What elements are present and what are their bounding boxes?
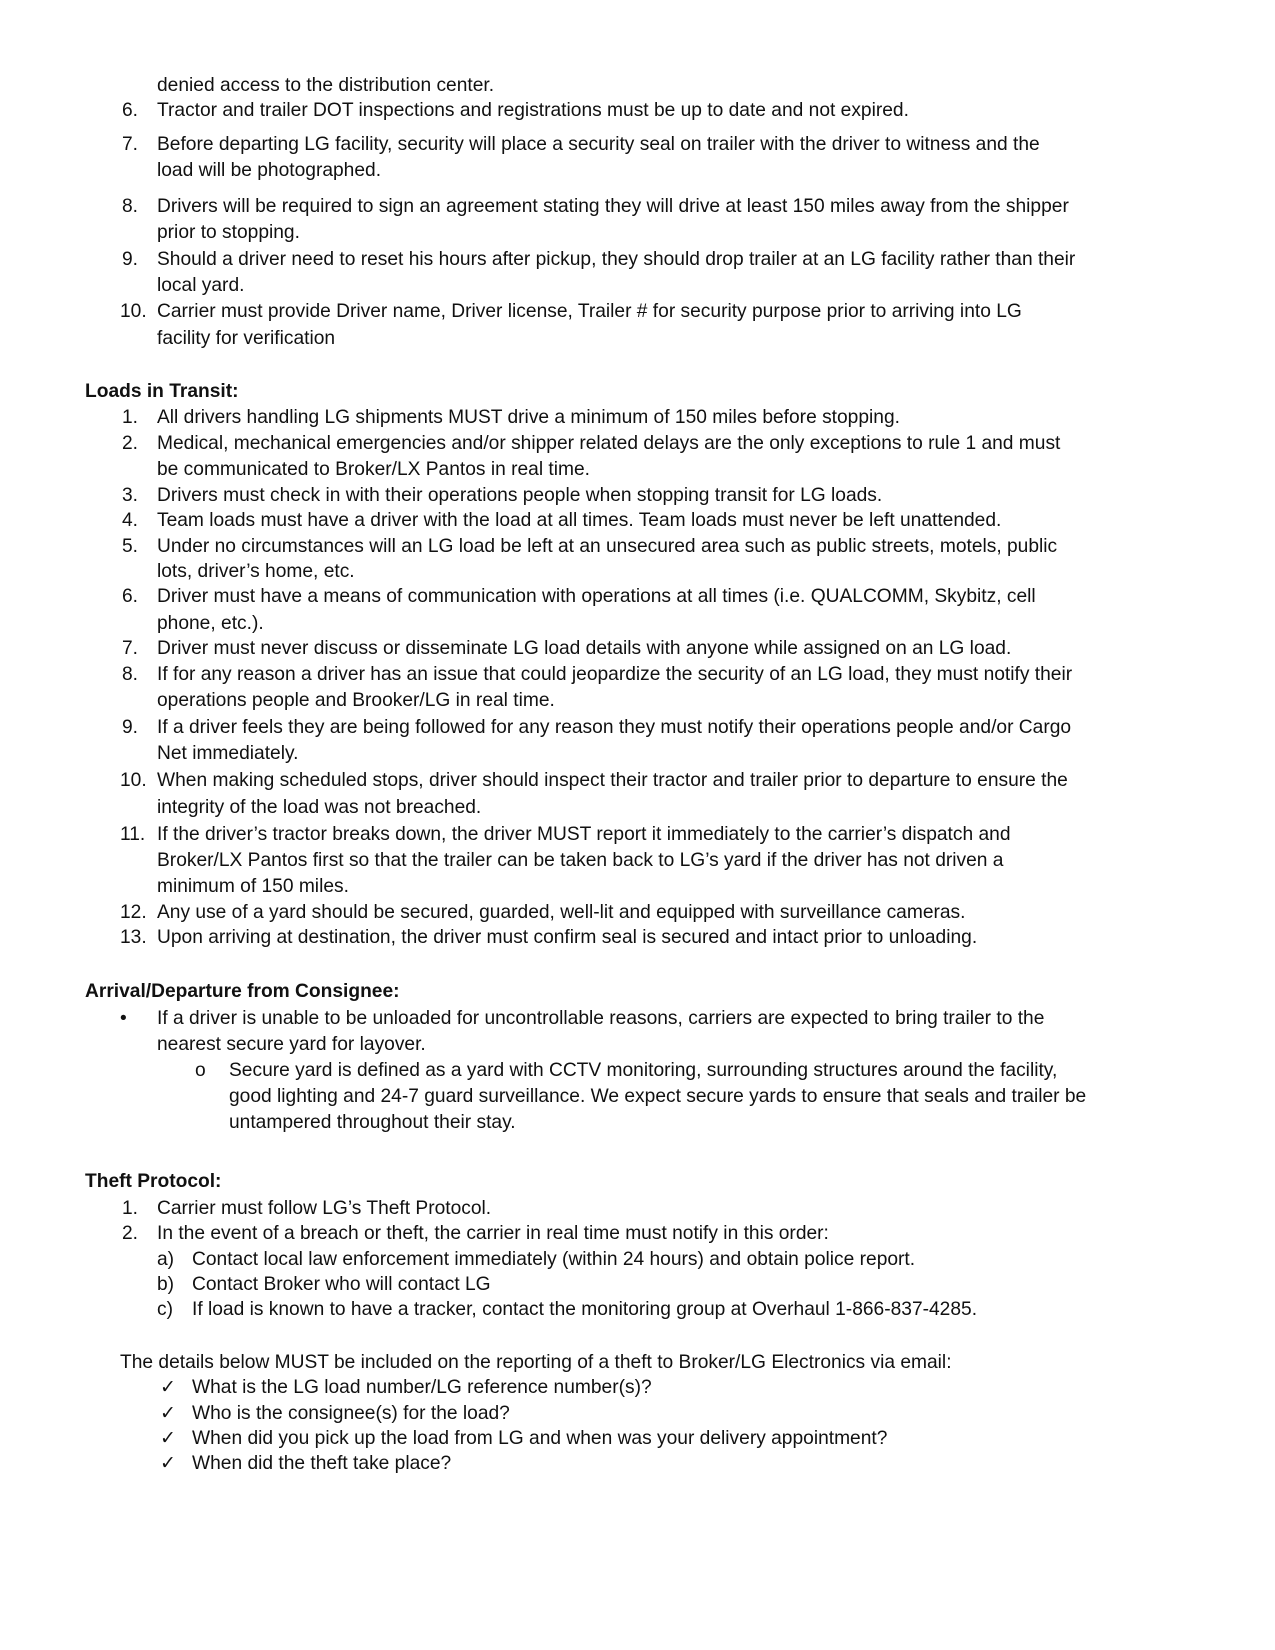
item-text: operations people and Brooker/LG in real time. bbox=[157, 690, 555, 711]
item-text: If the driver’s tractor breaks down, the driver MUST report it immediately to the carrier’s dispatch and bbox=[157, 824, 1011, 845]
item-text: Upon arriving at destination, the driver must confirm seal is secured and intact prior to unloading. bbox=[157, 927, 978, 948]
check-icon: ✓ bbox=[160, 1403, 177, 1424]
item-text: Any use of a yard should be secured, guarded, well-lit and equipped with surveillance cameras. bbox=[157, 902, 966, 923]
checklist-text: Who is the consignee(s) for the load? bbox=[192, 1403, 510, 1424]
item-text: integrity of the load was not breached. bbox=[157, 797, 482, 818]
item-text: If load is known to have a tracker, contact the monitoring group at Overhaul 1-866-837-4285. bbox=[192, 1299, 978, 1320]
item-number: 8. bbox=[121, 664, 138, 685]
item-text: If for any reason a driver has an issue that could jeopardize the security of an LG load, they must notify their bbox=[157, 664, 1073, 685]
section-heading-arrival-departure: Arrival/Departure from Consignee: bbox=[85, 981, 400, 1002]
item-text: Driver must never discuss or disseminate LG load details with anyone while assigned on an LG load. bbox=[157, 638, 1012, 659]
item-text: Team loads must have a driver with the load at all times. Team loads must never be left unattended. bbox=[157, 510, 1002, 531]
sub-bullet-icon: o bbox=[195, 1060, 206, 1081]
checklist-text: When did the theft take place? bbox=[192, 1453, 452, 1474]
item-number: 10. bbox=[120, 770, 147, 791]
item-text: Broker/LX Pantos first so that the trailer can be taken back to LG’s yard if the driver has not driven a bbox=[157, 850, 1004, 871]
item-text: Under no circumstances will an LG load be left at an unsecured area such as public streets, motels, public bbox=[157, 536, 1058, 557]
item-text: lots, driver’s home, etc. bbox=[157, 561, 355, 582]
item-text: prior to stopping. bbox=[157, 222, 300, 243]
item-number: 12. bbox=[120, 902, 147, 923]
item-number: 7. bbox=[121, 638, 138, 659]
item-text: Contact Broker who will contact LG bbox=[192, 1274, 491, 1295]
item-text: facility for verification bbox=[157, 328, 336, 349]
item-number: 8. bbox=[121, 196, 138, 217]
item-number: 6. bbox=[121, 100, 138, 121]
bullet-text: nearest secure yard for layover. bbox=[157, 1034, 426, 1055]
item-text: minimum of 150 miles. bbox=[157, 876, 349, 897]
item-text: Medical, mechanical emergencies and/or shipper related delays are the only exceptions to rule 1 and must bbox=[157, 433, 1061, 454]
item-letter: a) bbox=[157, 1249, 175, 1270]
details-intro: The details below MUST be included on the reporting of a theft to Broker/LG Electronics via email: bbox=[120, 1352, 952, 1373]
item-text: Carrier must follow LG’s Theft Protocol. bbox=[157, 1198, 492, 1219]
item-text: In the event of a breach or theft, the carrier in real time must notify in this order: bbox=[157, 1223, 829, 1244]
item-text: Driver must have a means of communication with operations at all times (i.e. QUALCOMM, Skybitz, cell bbox=[157, 586, 1036, 607]
item-number: 11. bbox=[120, 824, 146, 845]
item-number: 4. bbox=[121, 510, 138, 531]
section-heading-loads-in-transit: Loads in Transit: bbox=[85, 381, 239, 402]
item-number: 10. bbox=[120, 301, 147, 322]
item-number: 13. bbox=[120, 927, 147, 948]
item-text: When making scheduled stops, driver should inspect their tractor and trailer prior to departure to ensure the bbox=[157, 770, 1068, 791]
item-text: be communicated to Broker/LX Pantos in real time. bbox=[157, 459, 590, 480]
item-text: All drivers handling LG shipments MUST drive a minimum of 150 miles before stopping. bbox=[157, 407, 900, 428]
item-number: 1. bbox=[121, 1198, 138, 1219]
check-icon: ✓ bbox=[160, 1428, 177, 1449]
checklist-text: When did you pick up the load from LG and when was your delivery appointment? bbox=[192, 1428, 888, 1449]
bullet-icon: • bbox=[120, 1008, 127, 1029]
item-text: Net immediately. bbox=[157, 743, 299, 764]
check-icon: ✓ bbox=[160, 1453, 177, 1474]
item-text: Should a driver need to reset his hours after pickup, they should drop trailer at an LG facility rather than their bbox=[157, 249, 1076, 270]
item-number: 5. bbox=[121, 536, 138, 557]
item-letter: c) bbox=[157, 1299, 173, 1320]
item-number: 9. bbox=[121, 717, 138, 738]
item-number: 6. bbox=[121, 586, 138, 607]
sub-bullet-text: Secure yard is defined as a yard with CCTV monitoring, surrounding structures around the facility, bbox=[229, 1060, 1058, 1081]
sub-bullet-text: untampered throughout their stay. bbox=[229, 1112, 516, 1133]
item-number: 3. bbox=[121, 485, 138, 506]
checklist-text: What is the LG load number/LG reference number(s)? bbox=[192, 1377, 652, 1398]
item-text: Drivers will be required to sign an agreement stating they will drive at least 150 miles away from the shipper bbox=[157, 196, 1069, 217]
item-number: 7. bbox=[121, 134, 138, 155]
sub-bullet-text: good lighting and 24-7 guard surveillance. We expect secure yards to ensure that seals and trailer be bbox=[229, 1086, 1087, 1107]
item-text: Tractor and trailer DOT inspections and registrations must be up to date and not expired. bbox=[157, 100, 909, 121]
item-number: 2. bbox=[121, 1223, 138, 1244]
item-text: Drivers must check in with their operations people when stopping transit for LG loads. bbox=[157, 485, 883, 506]
item-text: If a driver feels they are being followed for any reason they must notify their operations people and/or Cargo bbox=[157, 717, 1072, 738]
item-number: 9. bbox=[121, 249, 138, 270]
item-number: 1. bbox=[121, 407, 138, 428]
item-letter: b) bbox=[157, 1274, 175, 1295]
item-text: Before departing LG facility, security will place a security seal on trailer with the driver to witness and the bbox=[157, 134, 1040, 155]
bullet-text: If a driver is unable to be unloaded for uncontrollable reasons, carriers are expected to bring trailer to the bbox=[157, 1008, 1045, 1029]
item-text: Contact local law enforcement immediately (within 24 hours) and obtain police report. bbox=[192, 1249, 916, 1270]
section-heading-theft-protocol: Theft Protocol: bbox=[85, 1171, 222, 1192]
list-continuation: denied access to the distribution center. bbox=[157, 75, 495, 96]
item-text: Carrier must provide Driver name, Driver license, Trailer # for security purpose prior to arriving into LG bbox=[157, 301, 1022, 322]
item-text: local yard. bbox=[157, 275, 245, 296]
item-text: phone, etc.). bbox=[157, 613, 264, 634]
check-icon: ✓ bbox=[160, 1377, 177, 1398]
item-text: load will be photographed. bbox=[157, 160, 382, 181]
item-number: 2. bbox=[121, 433, 138, 454]
